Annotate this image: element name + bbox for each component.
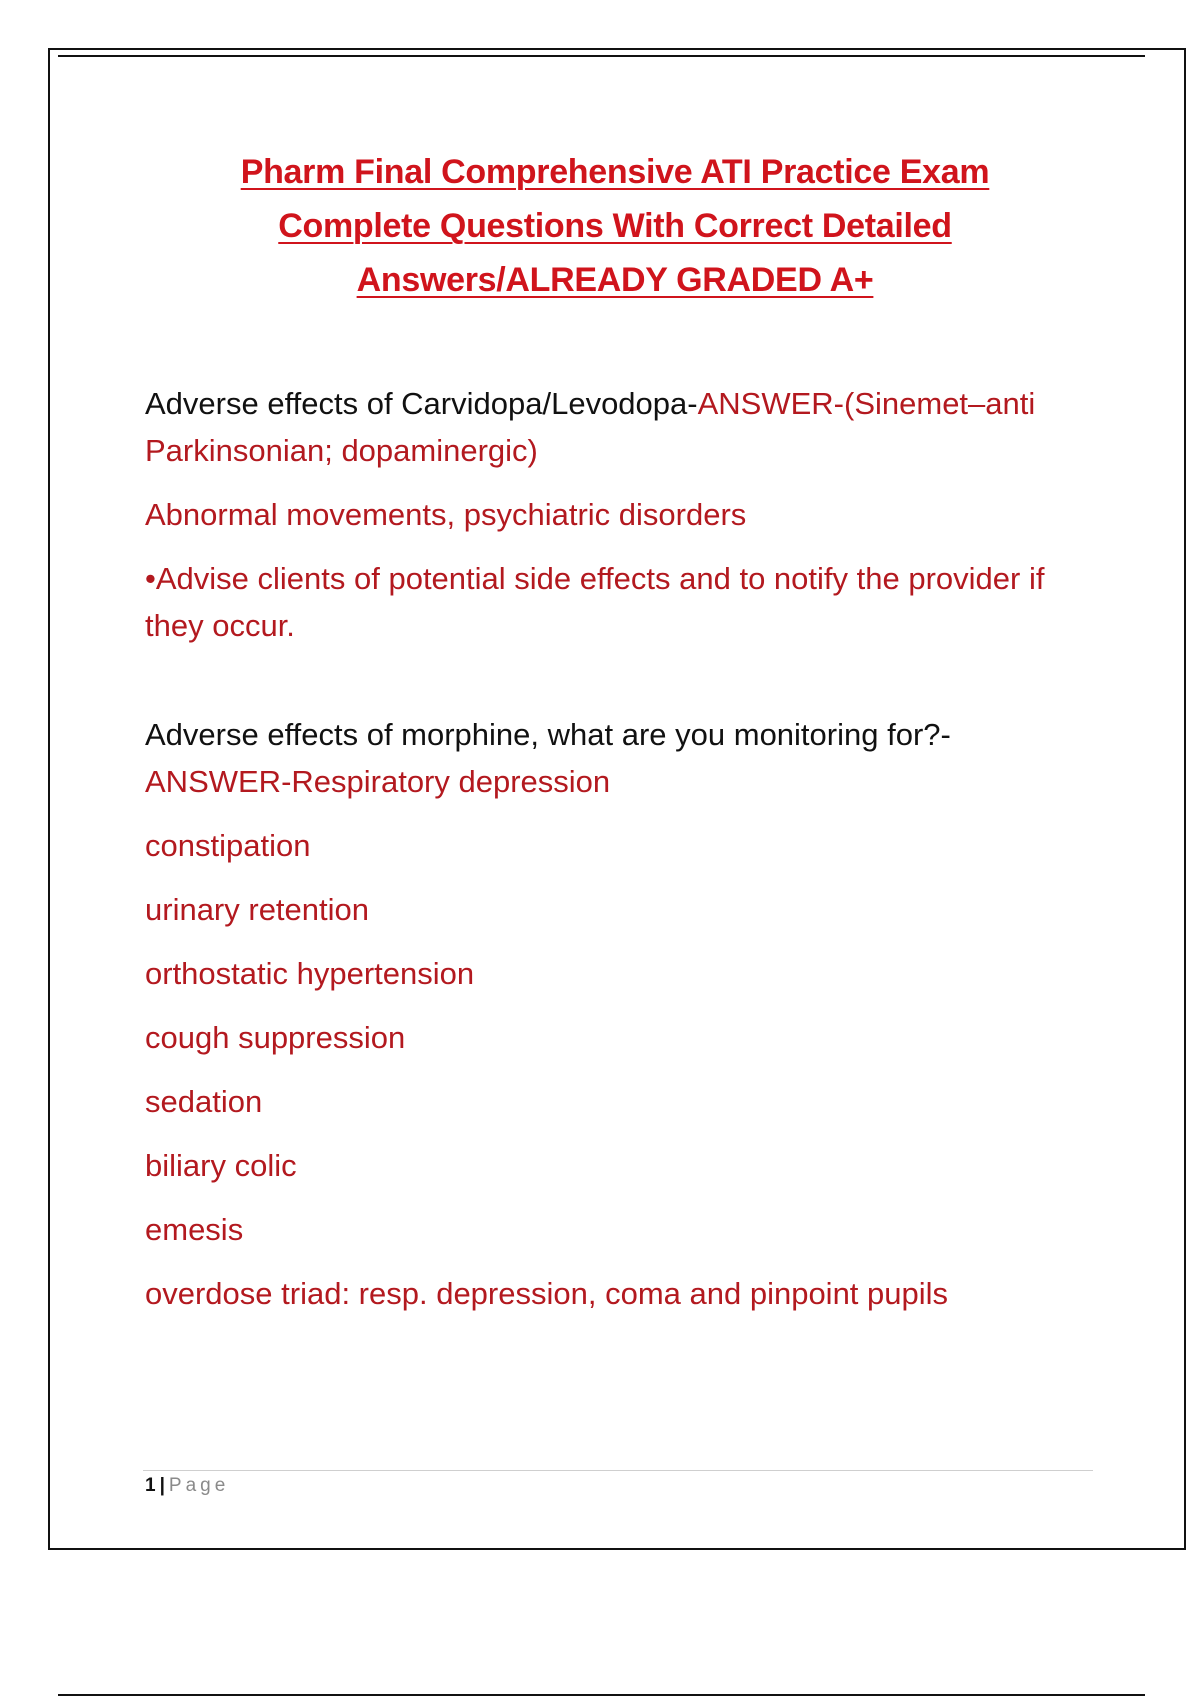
question-2-text [145,711,1095,805]
question-2-prompt: Adverse effects of morphine, what are you monitoring for?- [145,717,951,752]
bottom-border-rule [58,1694,1145,1696]
question-2-answer-line: sedation [145,1084,263,1119]
title-line-1: Pharm Final Comprehensive ATI Practice Exam [240,153,990,191]
question-1-prompt: Adverse effects of Carvidopa/Levodopa- [145,386,698,421]
question-2-answer-line: orthostatic hypertension [145,956,475,991]
question-2-answer-lead: ANSWER-Respiratory depression [145,764,611,799]
question-2-answer-line: urinary retention [145,892,370,927]
question-2-answer-line: emesis [145,1212,244,1247]
question-block-1 [145,380,1095,649]
title-line-2: Complete Questions With Correct Detailed [278,207,952,245]
question-2-answer-line: biliary colic [145,1148,297,1183]
document-body [145,380,1095,1317]
page-label: Page [168,1475,230,1496]
page-number: 1 [145,1475,156,1496]
footer-rule [143,1470,1093,1471]
question-block-2 [145,711,1095,1317]
question-1-answer-lead: ANSWER-(Sinemet–anti Parkinsonian; dopaminergic) [145,386,1036,468]
page-separator: | [159,1475,165,1496]
question-2-answer-line: overdose triad: resp. depression, coma and pinpoint pupils [145,1276,949,1311]
question-1-text [145,380,1095,474]
question-2-answer-line: constipation [145,828,311,863]
title-line-3: Answers/ALREADY GRADED A+ [356,261,874,299]
question-2-answer-line: cough suppression [145,1020,406,1055]
question-1-answer-line: •Advise clients of potential side effects and to notify the provider if they occur. [145,561,1045,643]
question-1-answer-line: Abnormal movements, psychiatric disorders [145,497,747,532]
document-title [145,145,1085,307]
page-footer [145,1474,229,1498]
